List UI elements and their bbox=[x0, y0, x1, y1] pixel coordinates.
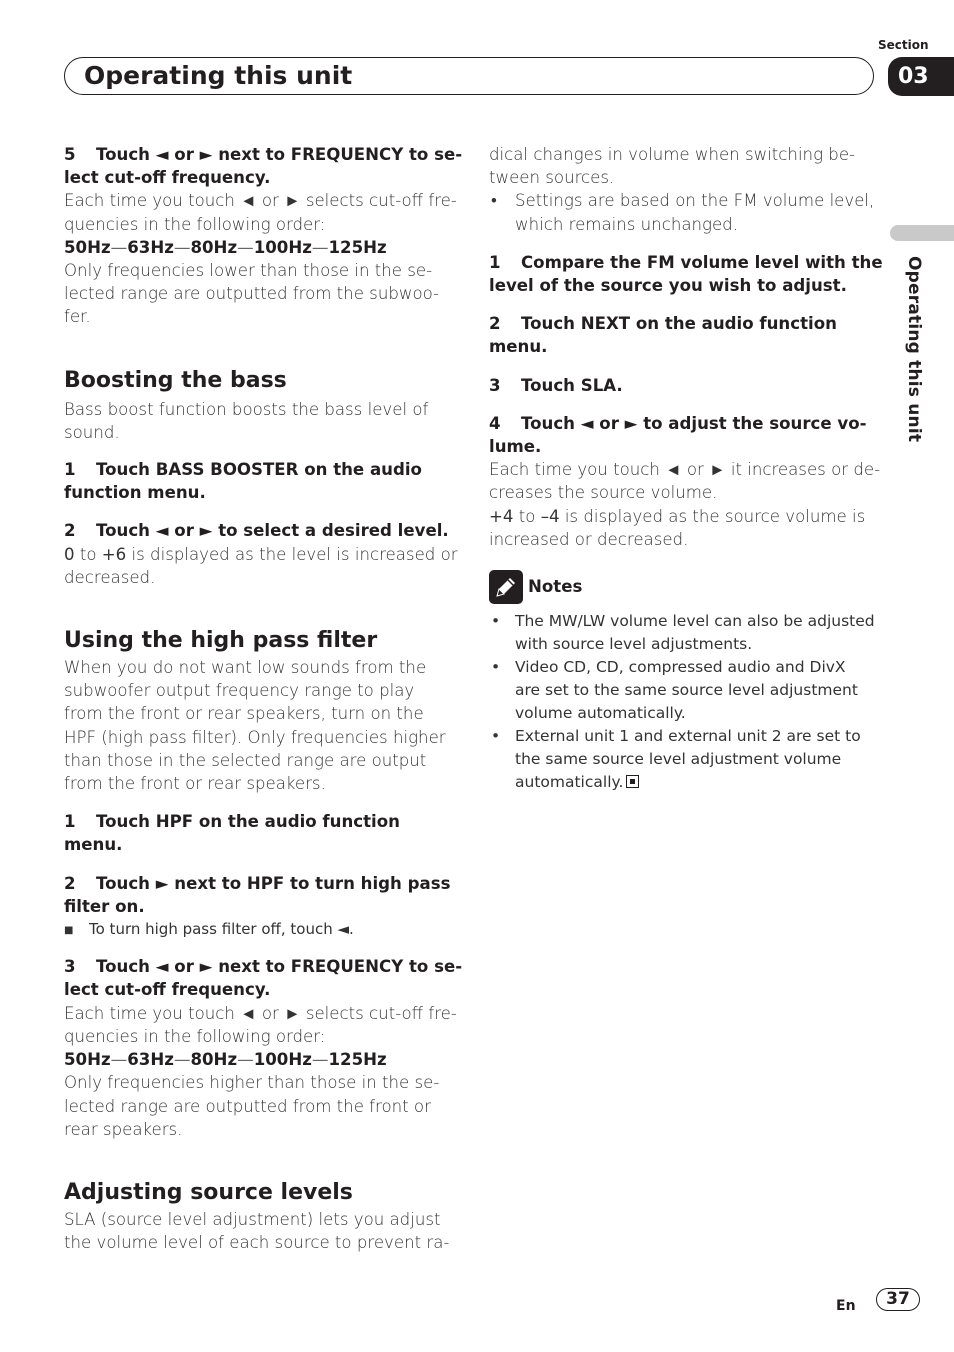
sla-intro-cont: the volume level of each source to prevent ra- bbox=[64, 1233, 450, 1253]
sla-intro-continued-end: tween sources. bbox=[489, 168, 615, 188]
bass-step-2: 2 Touch ◄ or ► to select a desired level. bbox=[64, 521, 449, 541]
bass-step-2-body-cont: decreased. bbox=[64, 567, 156, 587]
heading-boosting-bass: Boosting the bass bbox=[64, 367, 287, 393]
bass-intro-cont: sound. bbox=[64, 422, 120, 442]
pencil-note-icon bbox=[489, 570, 523, 604]
sla-step-4: 4 Touch ◄ or ► to adjust the source vo- bbox=[489, 413, 867, 433]
step-5-note: Only frequencies lower than those in the se- bbox=[64, 261, 433, 281]
hpf-step-3: 3 Touch ◄ or ► next to FREQUENCY to se- bbox=[64, 957, 463, 977]
note-item: • The MW/LW volume level can also be adjusted with source level adjustments. bbox=[491, 612, 875, 654]
frequency-sequence: 50Hz—63Hz—80Hz—100Hz—125Hz bbox=[64, 1050, 387, 1070]
hpf-step-3-note-cont: lected range are outputted from the front or bbox=[64, 1096, 431, 1116]
step-5-note-cont: lected range are outputted from the subwoo- bbox=[64, 284, 440, 304]
hpf-step-3-note-end: rear speakers. bbox=[64, 1119, 183, 1139]
sla-step-4-body: Each time you touch ◄ or ► it increases or de- bbox=[489, 460, 881, 480]
section-number-badge: 03 bbox=[888, 57, 954, 96]
heading-high-pass-filter: Using the high pass filter bbox=[64, 628, 378, 654]
step-5-body-cont: quencies in the following order: bbox=[64, 214, 326, 234]
sla-step-1-cont: level of the source you wish to adjust. bbox=[489, 276, 847, 296]
notes-header bbox=[489, 570, 889, 604]
sla-intro: SLA (source level adjustment) lets you adjust bbox=[64, 1209, 441, 1229]
hpf-intro-line: subwoofer output frequency range to play bbox=[64, 681, 415, 701]
bass-intro: Bass boost function boosts the bass level of bbox=[64, 399, 429, 419]
side-tab-marker bbox=[890, 225, 954, 241]
notes-label: Notes bbox=[528, 577, 583, 597]
sla-step-4-cont: lume. bbox=[489, 437, 542, 457]
page-number: 37 bbox=[876, 1288, 920, 1311]
hpf-step-3-body: Each time you touch ◄ or ► selects cut-off fre- bbox=[64, 1003, 457, 1023]
note-item: • Video CD, CD, compressed audio and DivX are set to the same source level adjustment volume automatically. bbox=[491, 658, 858, 723]
hpf-step-2: 2 Touch ► next to HPF to turn high pass bbox=[64, 873, 451, 893]
hpf-intro-line: When you do not want low sounds from the bbox=[64, 658, 427, 678]
step-5-heading-cont: lect cut-off frequency. bbox=[64, 168, 271, 188]
sla-step-3: 3 Touch SLA. bbox=[489, 375, 623, 395]
hpf-step-1: 1 Touch HPF on the audio function menu. bbox=[64, 812, 400, 855]
step-5-heading: 5 Touch ◄ or ► next to FREQUENCY to se- bbox=[64, 145, 463, 164]
sla-step-1: 1 Compare the FM volume level with the bbox=[489, 252, 883, 272]
bass-step-2-body: 0 to +6 is displayed as the level is increased or bbox=[64, 544, 458, 564]
hpf-intro-line: from the front or rear speakers. bbox=[64, 774, 326, 794]
heading-adjusting-source-levels: Adjusting source levels bbox=[64, 1179, 353, 1205]
bass-step-1: 1 Touch BASS BOOSTER on the audio bbox=[64, 460, 422, 480]
sla-bullet: • Settings are based on the FM volume level, which remains unchanged. bbox=[491, 191, 875, 234]
sla-step-2: 2 Touch NEXT on the audio function bbox=[489, 314, 837, 334]
hpf-step-3-body-cont: quencies in the following order: bbox=[64, 1026, 326, 1046]
hpf-intro-line: from the front or rear speakers, turn on the bbox=[64, 704, 424, 724]
sla-step-2-cont: menu. bbox=[489, 337, 548, 357]
sla-intro-continued: dical changes in volume when switching be- bbox=[489, 145, 856, 164]
page-title: Operating this unit bbox=[84, 61, 353, 90]
step-5-note-end: fer. bbox=[64, 307, 91, 327]
language-label: En bbox=[836, 1298, 856, 1314]
right-column bbox=[489, 143, 889, 794]
hpf-intro-line: HPF (high pass filter). Only frequencies higher bbox=[64, 727, 446, 747]
sla-step-4-range-cont: increased or decreased. bbox=[489, 529, 689, 549]
side-tab-label: Operating this unit bbox=[904, 256, 924, 443]
hpf-step-3-note: Only frequencies higher than those in the se- bbox=[64, 1073, 440, 1093]
section-label: Section bbox=[878, 38, 929, 52]
step-5-body: Each time you touch ◄ or ► selects cut-off fre- bbox=[64, 191, 457, 211]
note-item: • External unit 1 and external unit 2 are set to the same source level adjustment volume automatically. bbox=[491, 727, 861, 792]
left-column bbox=[64, 143, 464, 1254]
sla-step-4-range: +4 to –4 is displayed as the source volume is bbox=[489, 506, 866, 526]
end-of-section-icon bbox=[626, 775, 639, 788]
frequency-sequence: 50Hz—63Hz—80Hz—100Hz—125Hz bbox=[64, 237, 387, 257]
bass-step-1-cont: function menu. bbox=[64, 483, 206, 503]
hpf-step-3-cont: lect cut-off frequency. bbox=[64, 980, 271, 1000]
hpf-off-note: ■ To turn high pass filter off, touch ◄. bbox=[64, 920, 354, 939]
hpf-step-2-cont: filter on. bbox=[64, 896, 145, 916]
sla-step-4-body-cont: creases the source volume. bbox=[489, 483, 718, 503]
hpf-intro-line: than those in the selected range are output bbox=[64, 750, 427, 770]
